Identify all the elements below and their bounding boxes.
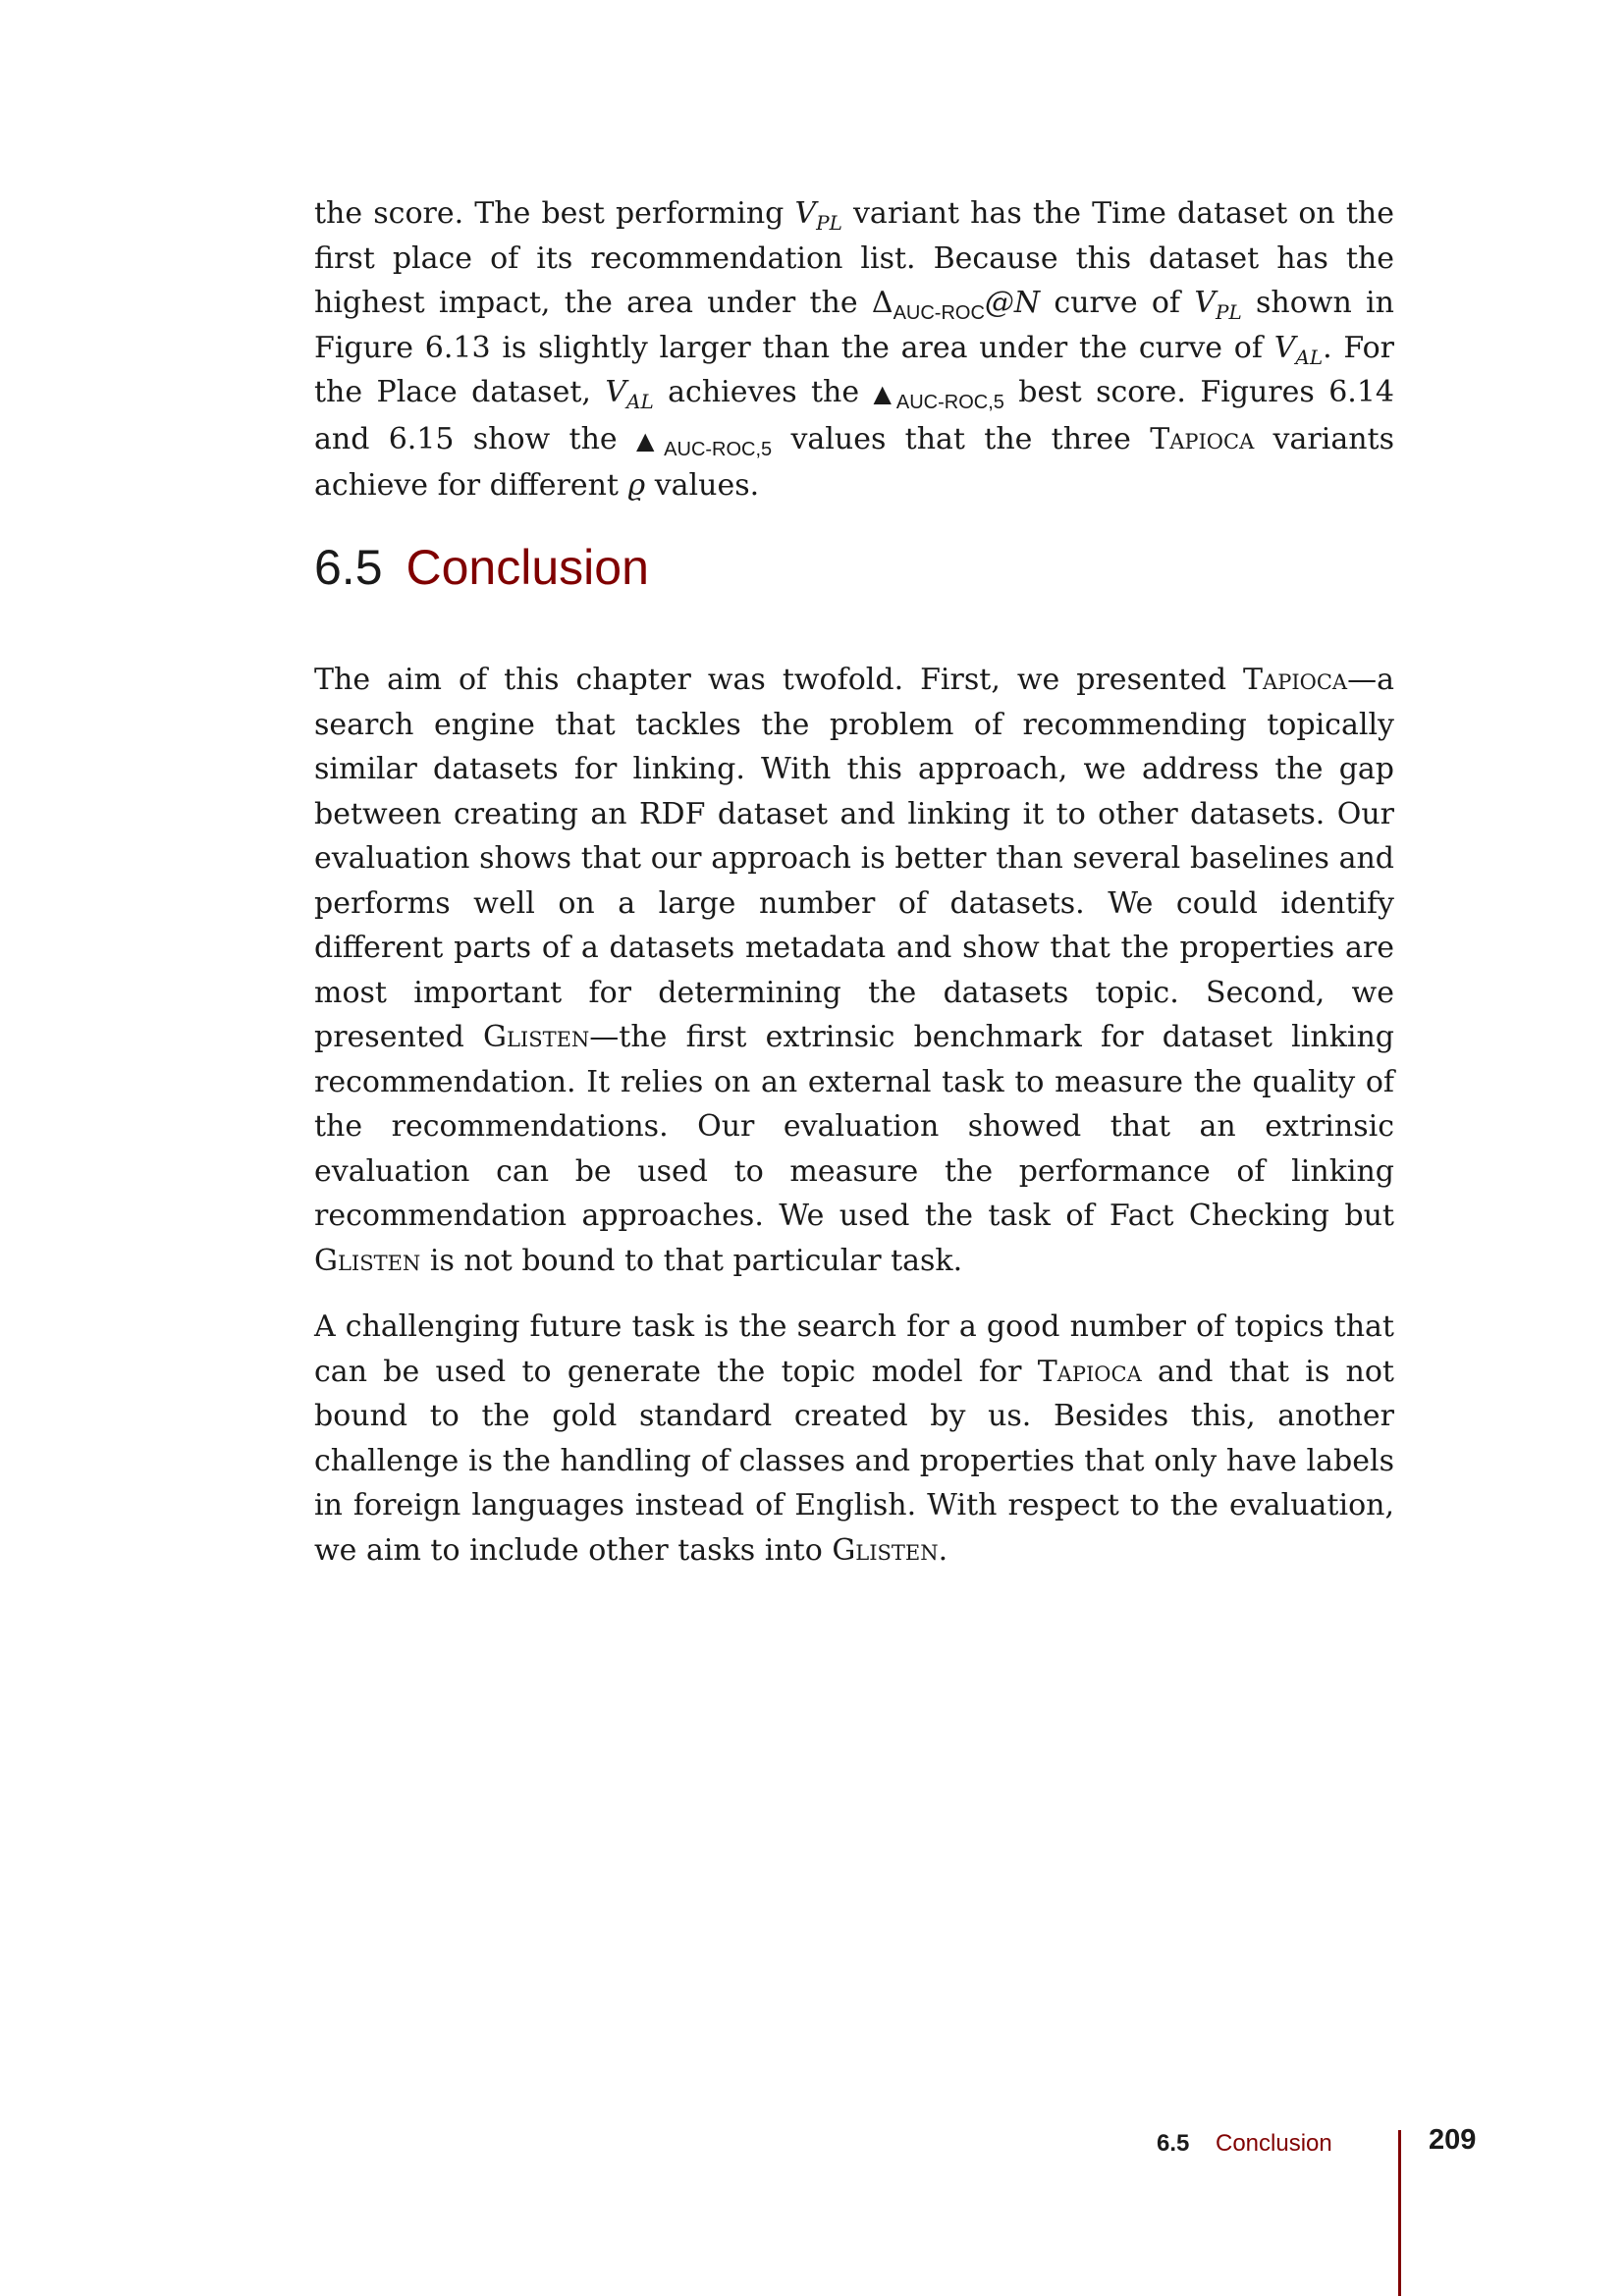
section-number: 6.5	[314, 540, 383, 595]
section-heading	[314, 538, 649, 597]
top-paragraph	[314, 191, 1394, 508]
footer-section-number: 6.5	[1157, 2130, 1190, 2157]
glisten-name: Glisten	[314, 1243, 421, 1278]
footer-rule	[1398, 2130, 1401, 2296]
math-v-al: $V_{AL}$	[1273, 330, 1324, 369]
math-v-pl: $V_{PL}$	[1194, 286, 1242, 324]
tapioca-name: Tapioca	[1243, 663, 1348, 697]
math-delta-auc-roc: $\Delta_{AUC-ROC}@N$	[871, 286, 1041, 324]
section-title: Conclusion	[406, 540, 649, 595]
conclusion-paragraph-1: The aim of this chapter was twofold. First, we presented Tapioca—a search engine that tackles the problem of recommending topically similar datasets for linking. With this approach, we address the gap between creating an RDF dataset and linking it to other datasets. Our evaluation shows that our approach is better than several baselines and performs well on a large number of datasets. We could identify different parts of a datasets metadata and show that the properties are most important for determining the datasets topic. Second, we presented Glisten—the first extrinsic benchmark for dataset linking recommendation. It relies on an external task to measure the quality of the recommendations. Our evaluation showed that an extrinsic evaluation can be used to measure the performance of linking recommendation approaches. We used the task of Fact Checking but Glisten is not bound to that particular task.	[314, 663, 1394, 1278]
math-v-al: $V_{AL}$	[605, 375, 654, 413]
glisten-name: Glisten	[482, 1020, 590, 1054]
math-rho: ϱ	[627, 468, 646, 503]
math-v-pl: $V_{PL}$	[794, 196, 842, 235]
math-triangle-auc-roc-5: $▲_{AUC-ROC,5}$	[635, 426, 773, 460]
math-triangle-auc-roc-5: $▲_{AUC-ROC,5}$	[873, 380, 1004, 413]
conclusion-paragraph-2: A challenging future task is the search for a good number of topics that can be used to generate the topic model for Tapioca and that is not bound to the gold standard created by us. Besides this, another challenge is the handling of classes and properties that only have labels in foreign languages instead of English. With respect to the evaluation, we aim to include other tasks into Glisten.	[314, 1309, 1394, 1568]
conclusion-body	[314, 658, 1394, 1573]
continuation-paragraph: the score. The best performing $V_{PL}$ variant has the Time dataset on the first place of its recommendation list. Because this dataset has the highest impact, the area under the $\Delta_{AUC-ROC}@N$ curve of $V_{PL}$ shown in Figure 6.13 is slightly larger than the area under the curve of $V_{AL}$. For the Place dataset, $V_{AL}$ achieves the $▲_{AUC-ROC,5}$ best score. Figures 6.14 and 6.15 show the $▲_{AUC-ROC,5}$ values that the three Tapioca variants achieve for different ϱ values.	[314, 196, 1394, 503]
tapioca-name: Tapioca	[1150, 421, 1255, 456]
page-number: 209	[1429, 2124, 1477, 2156]
glisten-name: Glisten	[832, 1532, 939, 1568]
tapioca-name: Tapioca	[1037, 1354, 1142, 1389]
footer-section-title: Conclusion	[1216, 2130, 1332, 2157]
